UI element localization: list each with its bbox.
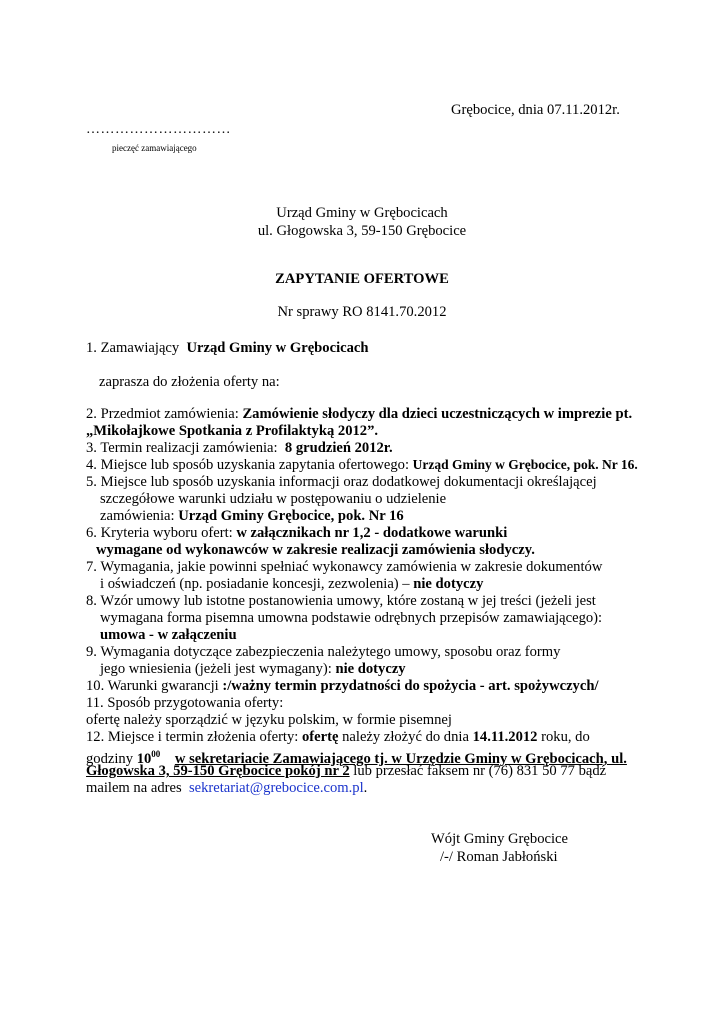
item-4: 4. Miejsce lub sposób uzyskania zapytania ofertowego: Urząd Gminy w Grębocice, pok. Nr 16. (86, 457, 638, 473)
stamp-label: pieczęć zamawiającego (112, 143, 197, 153)
case-number: Nr sprawy RO 8141.70.2012 (277, 304, 447, 320)
office-address: ul. Głogowska 3, 59-150 Grębocice (257, 223, 467, 239)
item-11-line2: ofertę należy sporządzić w języku polskim, w formie pisemnej (86, 712, 452, 728)
item-7-line1: 7. Wymagania, jakie powinni spełniać wykonawcy zamówienia w zakresie dokumentów (86, 559, 603, 575)
item-11-line1: 11. Sposób przygotowania oferty: (86, 695, 284, 711)
item-12-line4: mailem na adres sekretariat@grebocice.com.pl. (86, 780, 368, 796)
item-1-value: Urząd Gminy w Grębocicach (186, 340, 369, 356)
item-12-line2: godziny $10^{00}$ w sekretariacie Zamawiającego tj. w Urzędzie Gminy w Grębocicach, ul. (86, 749, 627, 767)
item-12-line1: 12. Miejsce i termin złożenia oferty: ofertę należy złożyć do dnia 14.11.2012 roku, do (86, 729, 590, 745)
item-12-line3: Głogowska 3, 59-150 Grębocice pokój nr 2 lub przesłać faksem nr (76) 831 50 77 bądź (86, 763, 607, 779)
item-8-line1: 8. Wzór umowy lub istotne postanowienia umowy, które zostaną w jej treści (jeżeli jest (86, 593, 596, 609)
item-8-line2: wymagana forma pisemna umowna podstawie odrębnych przepisów zamawiającego): (100, 610, 603, 626)
item-6-cont: wymagane od wykonawców w zakresie realizacji zamówienia słodyczy. (96, 542, 535, 558)
item-6: 6. Kryteria wyboru ofert: w załącznikach nr 1,2 - dodatkowe warunki (86, 525, 508, 541)
item-7-line2: i oświadczeń (np. posiadanie koncesji, zezwolenia) – nie dotyczy (100, 576, 484, 592)
item-9-line1: 9. Wymagania dotyczące zabezpieczenia należytego umowy, sposobu oraz formy (86, 644, 561, 660)
item-5-line1: 5. Miejsce lub sposób uzyskania informacji oraz dodatkowej dokumentacji określającej (86, 474, 597, 490)
item-3: 3. Termin realizacji zamówienia: 8 grudzień 2012r. (86, 440, 393, 456)
item-10: 10. Warunki gwarancji :/ważny termin przydatności do spożycia - art. spożywczych/ (86, 678, 599, 694)
item-1 (86, 339, 369, 357)
signature-title: Wójt Gminy Grębocice (431, 831, 568, 847)
signature-name: /-/ Roman Jabłoński (440, 849, 558, 865)
item-9-line2: jego wniesienia (jeżeli jest wymagany): nie dotyczy (100, 661, 406, 677)
place-date: Grębocice, dnia 07.11.2012r. (451, 102, 620, 118)
item-2: 2. Przedmiot zamówienia: Zamówienie słodyczy dla dzieci uczestniczących w imprezie pt. (86, 406, 633, 422)
item-5-line3: zamówienia: Urząd Gminy Grębocice, pok. Nr 16 (100, 508, 404, 524)
stamp-dots: ………………………… (86, 122, 231, 137)
office-name: Urząd Gminy w Grębocicach (276, 205, 448, 221)
invite-text: zaprasza do złożenia oferty na: (99, 374, 280, 390)
item-8-value: umowa - w załączeniu (100, 627, 237, 643)
item-5-line2: szczegółowe warunki udziału w postępowaniu o udzielenie (100, 491, 447, 507)
document-title: ZAPYTANIE OFERTOWE (275, 271, 449, 287)
item-2-cont: „Mikołajkowe Spotkania z Profilaktyką 2012”. (86, 423, 379, 439)
item-1-label: 1. Zamawiający (86, 340, 180, 356)
email-link[interactable]: sekretariat@grebocice.com.pl (188, 780, 364, 796)
